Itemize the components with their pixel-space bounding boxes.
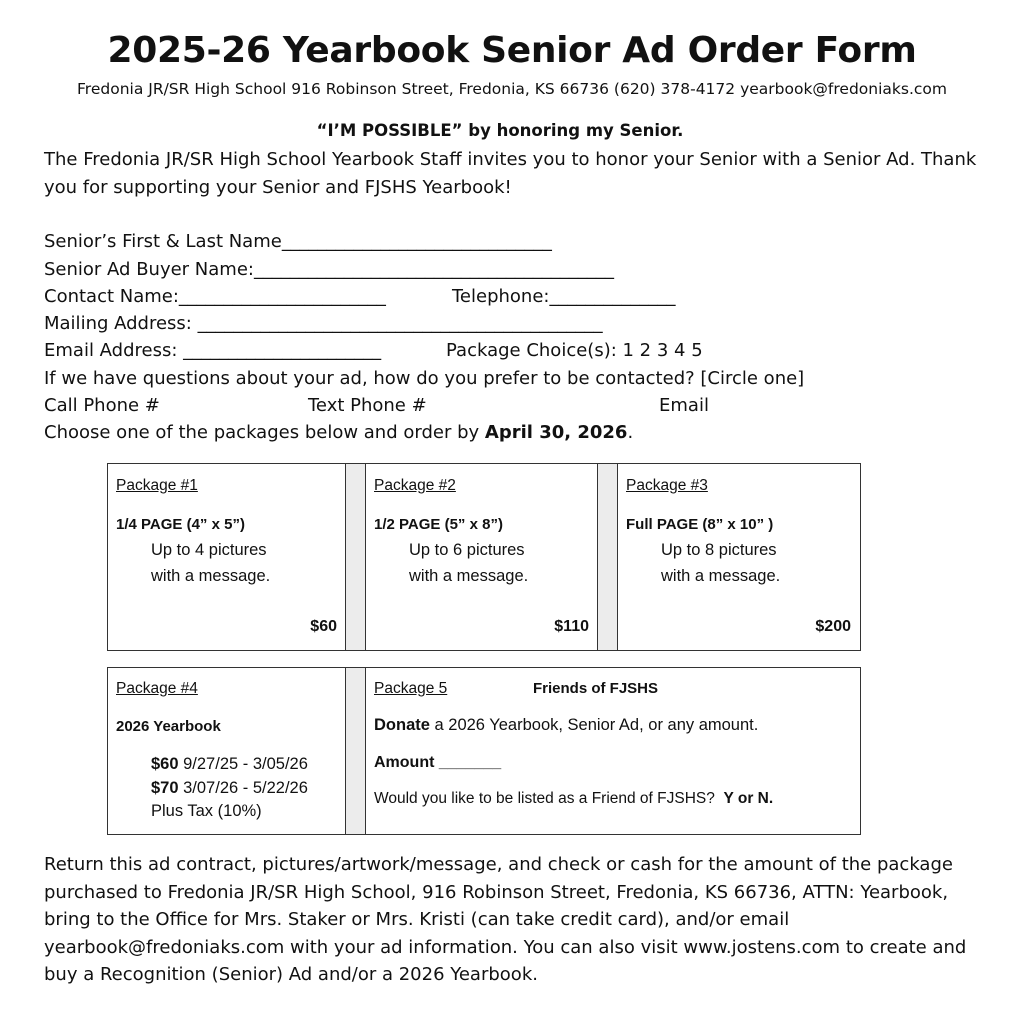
- column-separator: [345, 668, 366, 834]
- packages-table-row1: [107, 463, 861, 651]
- packages-table-row2: [107, 667, 861, 835]
- order-deadline-line: [44, 419, 633, 446]
- senior-name-field[interactable]: Senior’s First & Last Name______________________________: [44, 231, 552, 252]
- contact-option-text[interactable]: Text Phone #: [308, 395, 427, 416]
- package-heading: Package #3: [626, 477, 708, 494]
- telephone-field[interactable]: Telephone:______________: [452, 286, 676, 307]
- price-dates-1: 9/27/25 - 3/05/26: [178, 755, 308, 773]
- order-deadline-prefix: Choose one of the packages below and order by: [44, 422, 485, 443]
- order-deadline-date: April 30, 2026: [484, 422, 628, 443]
- contact-option-call[interactable]: Call Phone #: [44, 395, 160, 416]
- package-title: 2026 Yearbook: [116, 718, 221, 735]
- friend-answer[interactable]: Y or N.: [723, 790, 774, 807]
- price-dates-2: 3/07/26 - 5/22/26: [178, 779, 308, 797]
- column-separator: [597, 464, 618, 650]
- package-line2: with a message.: [661, 567, 781, 585]
- page-title: 2025-26 Yearbook Senior Ad Order Form: [107, 30, 917, 71]
- price-amount-1: $60: [151, 755, 179, 773]
- package-heading: Package 5: [374, 680, 448, 697]
- package-5-cell[interactable]: [366, 668, 859, 834]
- package-heading: Package #4: [116, 680, 198, 697]
- contact-name-field[interactable]: Contact Name:_______________________: [44, 286, 386, 307]
- email-address-field[interactable]: Email Address: ______________________: [44, 340, 382, 361]
- package-title: Friends of FJSHS: [533, 680, 659, 697]
- package-line2: with a message.: [151, 567, 271, 585]
- school-contact-line: Fredonia JR/SR High School 916 Robinson Street, Fredonia, KS 66736 (620) 378-4172 yearbook@fredoniaks.com: [77, 80, 947, 98]
- amount-field[interactable]: Amount _______: [374, 754, 502, 771]
- return-instructions: Return this ad contract, pictures/artwork/message, and check or cash for the amount of the package purchased to Fredonia JR/SR High School, 916 Robinson Street, Fredonia, KS 66736, ATTN: Yearbook, bring to the Office for Mrs. Staker or Mrs. Kristi (can take credit card), and/or email yearbook@fredoniaks.com with your ad information. You can also visit www.jostens.com to create and buy a Recognition (Senior) Ad and/or a 2026 Yearbook.: [44, 854, 967, 985]
- price-amount-2: $70: [151, 779, 179, 797]
- contact-question: If we have questions about your ad, how do you prefer to be contacted? [Circle one]: [44, 368, 805, 389]
- package-line1: Up to 8 pictures: [661, 541, 777, 559]
- package-size: 1/4 PAGE (4” x 5”): [116, 516, 245, 533]
- package-1-cell[interactable]: [108, 464, 345, 650]
- package-line1: Up to 4 pictures: [151, 541, 267, 559]
- column-separator: [345, 464, 366, 650]
- donate-line: [374, 716, 758, 735]
- price-line-1: [151, 755, 308, 774]
- contact-option-email[interactable]: Email: [659, 395, 709, 416]
- package-price: $60: [310, 618, 337, 635]
- package-line2: with a message.: [409, 567, 529, 585]
- package-heading: Package #1: [116, 477, 198, 494]
- price-line-2: [151, 779, 308, 798]
- package-2-cell[interactable]: [366, 464, 597, 650]
- package-choice-field[interactable]: Package Choice(s): 1 2 3 4 5: [446, 340, 703, 361]
- package-size: Full PAGE (8” x 10” ): [626, 516, 774, 533]
- buyer-name-field[interactable]: Senior Ad Buyer Name:________________________________________: [44, 259, 614, 280]
- package-price: $200: [815, 618, 851, 635]
- package-heading: Package #2: [374, 477, 456, 494]
- donate-bold: Donate: [374, 716, 430, 734]
- package-price: $110: [554, 618, 589, 635]
- package-size: 1/2 PAGE (5” x 8”): [374, 516, 503, 533]
- friend-question-line: [374, 790, 773, 808]
- package-3-cell[interactable]: [618, 464, 859, 650]
- donate-rest: a 2026 Yearbook, Senior Ad, or any amount.: [429, 716, 759, 734]
- mailing-address-field[interactable]: Mailing Address: _____________________________________________: [44, 313, 603, 334]
- friend-question: Would you like to be listed as a Friend of FJSHS?: [374, 790, 715, 807]
- tagline: “I’M POSSIBLE” by honoring my Senior.: [316, 121, 684, 140]
- tax-note: Plus Tax (10%): [151, 802, 262, 820]
- package-line1: Up to 6 pictures: [409, 541, 525, 559]
- order-deadline-suffix: .: [627, 422, 634, 443]
- intro-paragraph: The Fredonia JR/SR High School Yearbook Staff invites you to honor your Senior with a Senior Ad. Thank you for supporting your Senior and FJSHS Yearbook!: [44, 149, 977, 198]
- package-4-cell[interactable]: [108, 668, 345, 834]
